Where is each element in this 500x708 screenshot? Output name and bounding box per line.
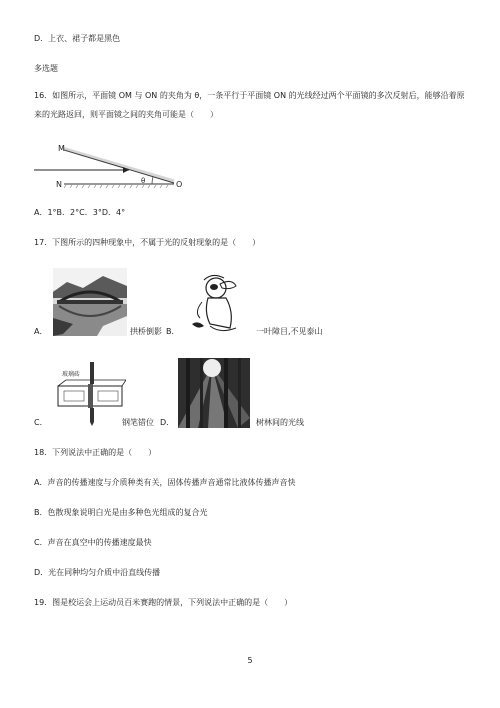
- leaf-eye-cartoon-image: [190, 272, 248, 336]
- q17-b-caption: 一叶障目,不见泰山: [256, 327, 323, 336]
- label-m: M: [58, 144, 65, 153]
- q17-b-label: B．: [166, 327, 180, 336]
- label-o: O: [176, 180, 183, 189]
- question-16: 16．如图所示，平面镜 OM 与 ON 的夹角为 θ，一条平行于平面镜 ON 的光线经过两个平面镜的多次反射后，能够沿着原来的光路返回，则平面镜之间的夹角可能是（ ）: [34, 91, 465, 119]
- question-17: 17．下图所示的四种现象中，不属于光的反射现象的是（ ）: [34, 238, 261, 247]
- q17-c-caption: 钢笔错位: [122, 418, 154, 427]
- q18-option-d: D．光在同种均匀介质中沿直线传播: [34, 568, 161, 577]
- pen-glass-brick-image: [54, 360, 126, 426]
- question-18: 18．下列说法中正确的是（ ）: [34, 448, 157, 457]
- q18-option-c: C．声音在真空中的传播速度最快: [34, 538, 152, 547]
- bridge-reflection-image: [53, 268, 127, 336]
- mirror-angle-figure: [34, 140, 184, 190]
- option-d-prev: D．上衣、裙子都是黑色: [34, 34, 121, 43]
- q18-option-b: B．色散现象说明白光是由多种色光组成的复合光: [34, 508, 208, 517]
- question-19: 19．图是校运会上运动员百米赛跑的情景，下列说法中正确的是（ ）: [34, 598, 293, 607]
- q17-a-caption: 拱桥倒影: [130, 327, 162, 336]
- section-multi-choice: 多选题: [34, 64, 58, 73]
- q17-d-caption: 树林间的光线: [256, 418, 304, 427]
- label-n: N: [56, 180, 62, 189]
- label-theta: θ: [141, 177, 146, 185]
- q17-d-label: D．: [160, 418, 175, 427]
- question-16-options: A．1°B．2°C．3°D．4°: [34, 208, 126, 217]
- q18-option-a: A．声音的传播速度与介质种类有关，固体传播声音通常比液体传播声音快: [34, 478, 296, 487]
- glass-brick-label: 玻璃砖: [62, 371, 81, 378]
- q17-c-label: C．: [34, 418, 48, 427]
- page-number: 5: [247, 656, 253, 665]
- q17-a-label: A．: [34, 327, 48, 336]
- forest-light-rays-image: [178, 358, 250, 428]
